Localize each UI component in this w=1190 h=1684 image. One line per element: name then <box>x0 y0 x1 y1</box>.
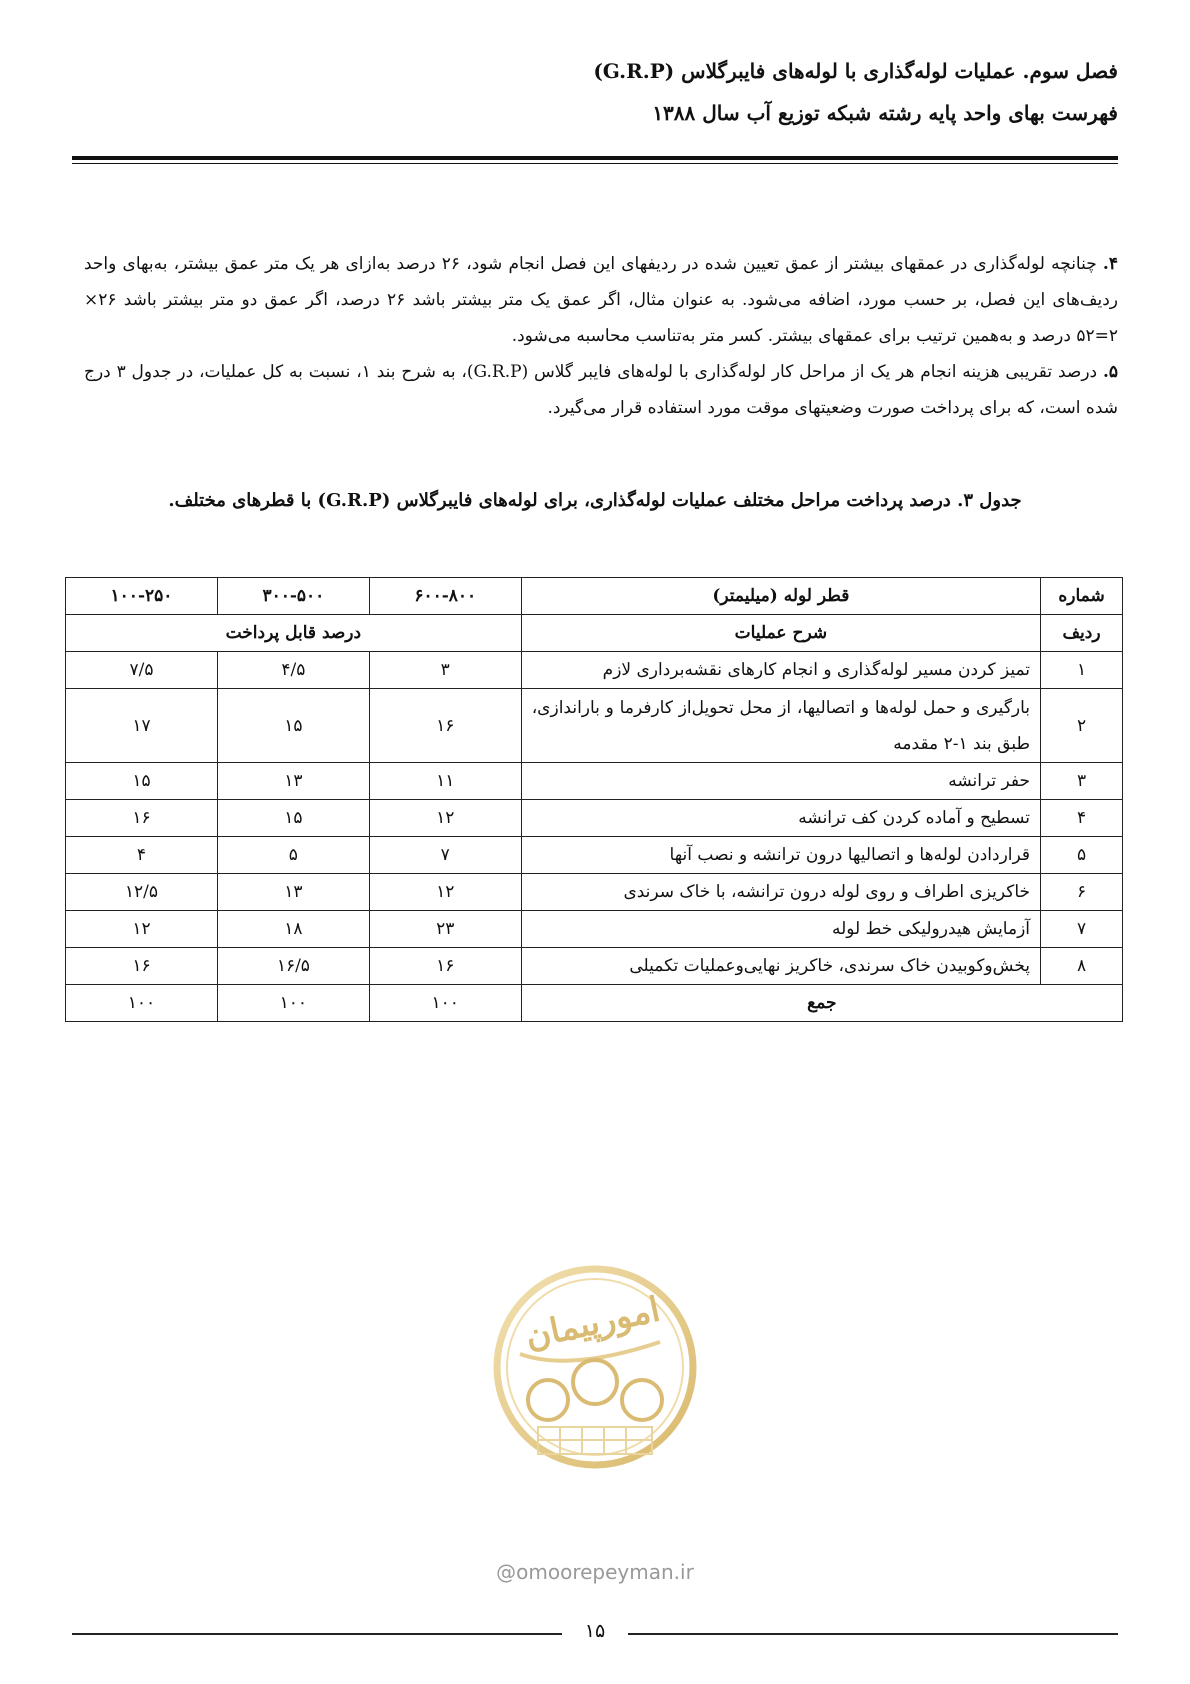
header-rule-thin <box>72 163 1118 164</box>
table-row <box>66 800 1123 837</box>
paragraph-5-number: ۵. <box>1102 362 1118 382</box>
value-600-800: ۱۱ <box>369 763 521 800</box>
value-300-500: ۱۸ <box>217 911 369 948</box>
payment-table <box>65 577 1123 1022</box>
row-number: ۱ <box>1041 652 1123 689</box>
value-300-500: ۱۶/۵ <box>217 948 369 985</box>
total-row <box>66 985 1123 1022</box>
paragraph-5-text: درصد تقریبی هزینه انجام هر یک از مراحل کار لوله‌گذاری با لوله‌های فایبر گلاس (G.R.P)، به شرح بند ۱، نسبت به کل عملیات، در جدول ۳ درج شده است، که برای پرداخت صورت وضعیتهای موقت مورد استفاده قرار می‌گیرد. <box>84 362 1118 418</box>
total-value: ۱۰۰ <box>369 985 521 1022</box>
operation-description: تسطیح و آماده کردن کف ترانشه <box>521 800 1040 837</box>
operation-description: قراردادن لوله‌ها و اتصالیها درون ترانشه و نصب آنها <box>521 837 1040 874</box>
omoorepeyman-logo <box>490 1262 700 1472</box>
table-header-row-1 <box>66 578 1123 615</box>
chapter-title: فصل سوم. عملیات لوله‌گذاری با لوله‌های فایبرگلاس (G.R.P) <box>593 59 1118 83</box>
total-value: ۱۰۰ <box>66 985 218 1022</box>
value-100-250: ۱۷ <box>66 689 218 763</box>
table-header-row-2 <box>66 615 1123 652</box>
value-300-500: ۱۳ <box>217 874 369 911</box>
header-diameter-600-800: ۶۰۰-۸۰۰ <box>369 578 521 615</box>
table-row <box>66 689 1123 763</box>
value-100-250: ۱۶ <box>66 948 218 985</box>
table-row <box>66 837 1123 874</box>
total-label: جمع <box>521 985 1122 1022</box>
value-300-500: ۴/۵ <box>217 652 369 689</box>
total-value: ۱۰۰ <box>217 985 369 1022</box>
document-title: فهرست بهای واحد پایه رشته شبکه توزیع آب سال ۱۳۸۸ <box>652 101 1118 125</box>
value-600-800: ۳ <box>369 652 521 689</box>
header-payable-percent: درصد قابل پرداخت <box>66 615 522 652</box>
table-row <box>66 652 1123 689</box>
value-600-800: ۱۲ <box>369 874 521 911</box>
operation-description: پخش‌وکوبیدن خاک سرندی، خاکریز نهایی‌وعملیات تکمیلی <box>521 948 1040 985</box>
value-600-800: ۱۶ <box>369 948 521 985</box>
value-100-250: ۱۶ <box>66 800 218 837</box>
value-300-500: ۱۵ <box>217 800 369 837</box>
footer-rule-right <box>628 1633 1118 1635</box>
value-600-800: ۱۶ <box>369 689 521 763</box>
row-number: ۸ <box>1041 948 1123 985</box>
paragraph-4-text: چنانچه لوله‌گذاری در عمقهای بیشتر از عمق تعیین شده در ردیفهای این فصل انجام شود، ۲۶ درصد به‌ازای هر یک متر عمق بیشتر، به‌بهای واحد ردیف‌های این فصل، بر حسب مورد، اضافه می‌شود. به عنوان مثال، اگر عمق یک متر بیشتر باشد ۲۶ درصد، اگر عمق دو متر بیشتر باشد ۲۶× ۲=۵۲ درصد و به‌همین ترتیب برای عمقهای بیشتر. کسر متر به‌تناسب محاسبه می‌شود. <box>84 254 1118 346</box>
table-row <box>66 763 1123 800</box>
value-300-500: ۱۵ <box>217 689 369 763</box>
header-diameter-100-250: ۱۰۰-۲۵۰ <box>66 578 218 615</box>
body-text <box>84 246 1118 426</box>
header-row-number-2: ردیف <box>1041 615 1123 652</box>
table-row <box>66 874 1123 911</box>
paragraph-4-number: ۴. <box>1102 254 1118 274</box>
header-rule-thick <box>72 156 1118 160</box>
logo-website: @omoorepeyman.ir <box>496 1560 694 1584</box>
value-100-250: ۱۲/۵ <box>66 874 218 911</box>
row-number: ۴ <box>1041 800 1123 837</box>
value-300-500: ۱۳ <box>217 763 369 800</box>
header-diameter-300-500: ۳۰۰-۵۰۰ <box>217 578 369 615</box>
table-caption: جدول ۳. درصد پرداخت مراحل مختلف عملیات لوله‌گذاری، برای لوله‌های فایبرگلاس (G.R.P) با قطرهای مختلف. <box>168 490 1022 511</box>
paragraph-5 <box>84 354 1118 426</box>
paragraph-4 <box>84 246 1118 354</box>
value-600-800: ۱۲ <box>369 800 521 837</box>
footer-rule-left <box>72 1633 562 1635</box>
row-number: ۵ <box>1041 837 1123 874</box>
value-100-250: ۱۲ <box>66 911 218 948</box>
page-header <box>72 56 1118 128</box>
row-number: ۷ <box>1041 911 1123 948</box>
operation-description: آزمایش هیدرولیکی خط لوله <box>521 911 1040 948</box>
row-number: ۳ <box>1041 763 1123 800</box>
row-number: ۲ <box>1041 689 1123 763</box>
value-300-500: ۵ <box>217 837 369 874</box>
operation-description: بارگیری و حمل لوله‌ها و اتصالیها، از محل تحویل‌از کارفرما و باراندازی، طبق بند ۱-۲ مقدمه <box>521 689 1040 763</box>
value-600-800: ۷ <box>369 837 521 874</box>
header-row-number-1: شماره <box>1041 578 1123 615</box>
operation-description: تمیز کردن مسیر لوله‌گذاری و انجام کارهای نقشه‌برداری لازم <box>521 652 1040 689</box>
header-operation: شرح عملیات <box>521 615 1040 652</box>
row-number: ۶ <box>1041 874 1123 911</box>
value-100-250: ۴ <box>66 837 218 874</box>
value-600-800: ۲۳ <box>369 911 521 948</box>
value-100-250: ۷/۵ <box>66 652 218 689</box>
header-diameter: قطر لوله (میلیمتر) <box>521 578 1040 615</box>
table-row <box>66 911 1123 948</box>
logo-script-text: امورپیمان <box>521 1289 664 1357</box>
table-row <box>66 948 1123 985</box>
page-number: ۱۵ <box>584 1620 606 1642</box>
value-100-250: ۱۵ <box>66 763 218 800</box>
operation-description: خاکریزی اطراف و روی لوله درون ترانشه، با خاک سرندی <box>521 874 1040 911</box>
operation-description: حفر ترانشه <box>521 763 1040 800</box>
